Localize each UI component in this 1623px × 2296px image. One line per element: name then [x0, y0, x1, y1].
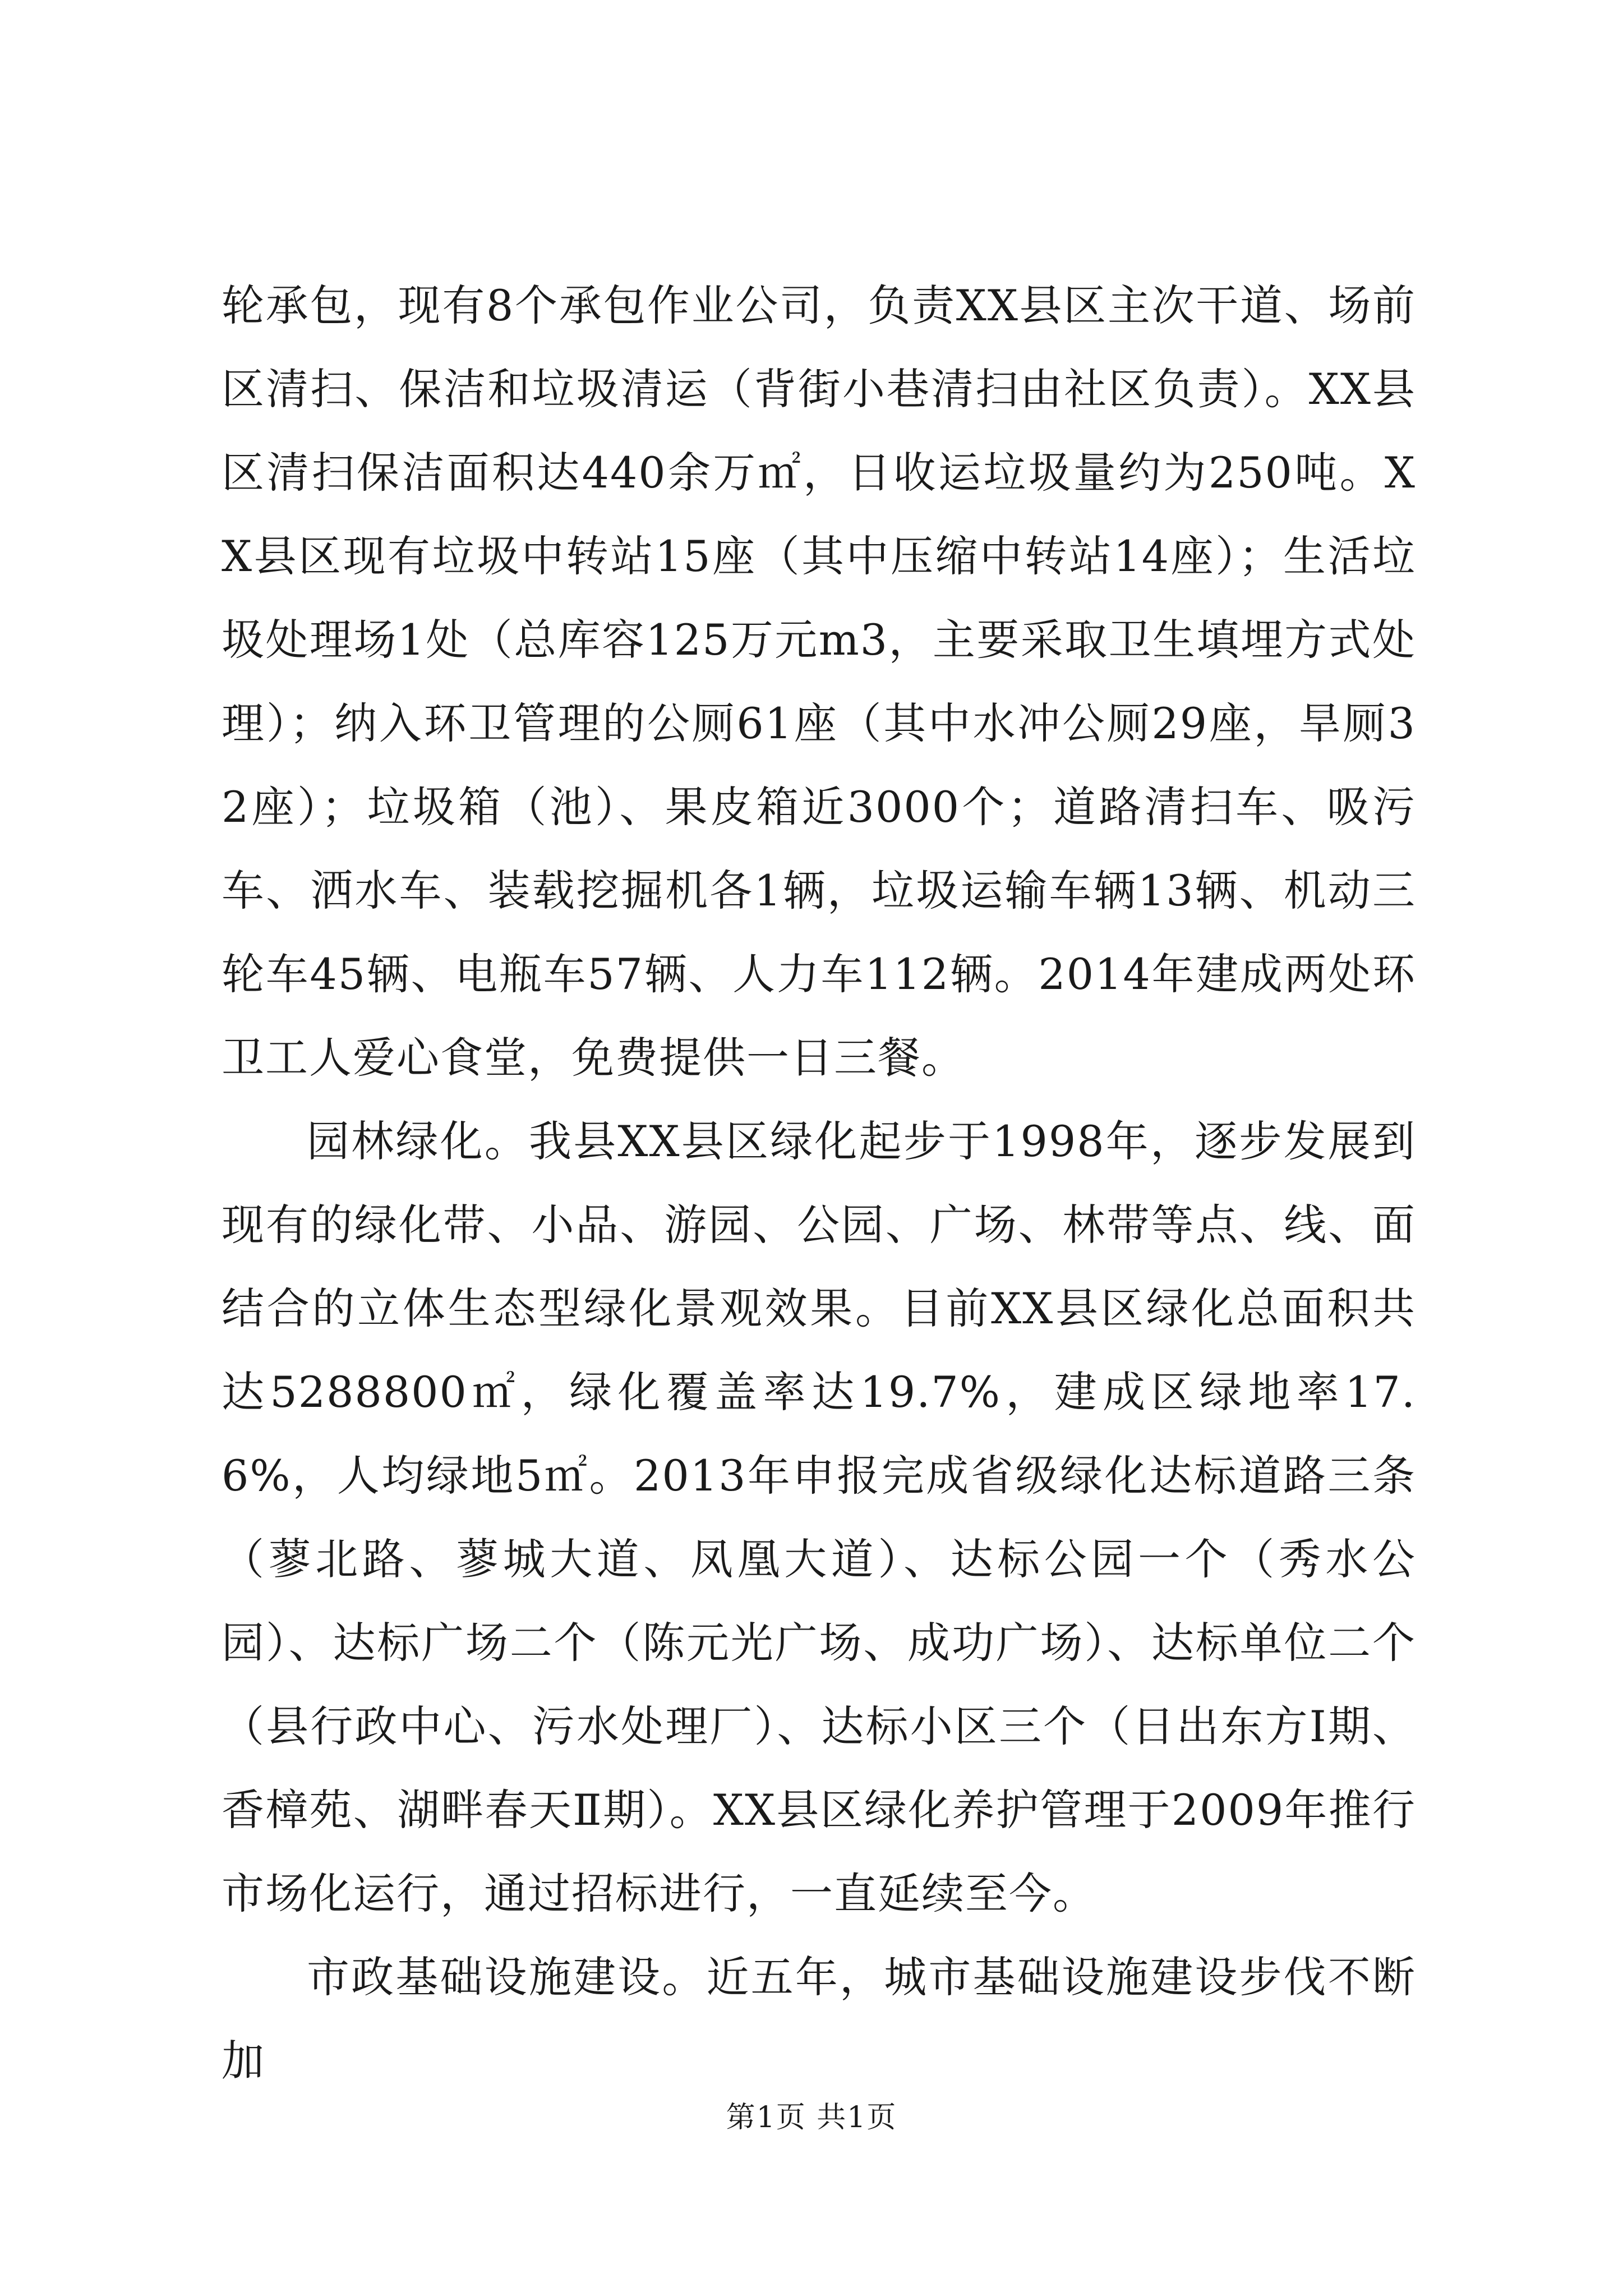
- paragraph-sanitation: 轮承包，现有8个承包作业公司，负责XX县区主次干道、场前区清扫、保洁和垃圾清运（背街小巷清扫由社区负责）。XX县区清扫保洁面积达440余万㎡，日收运垃圾量约为250吨。XX县区现有垃圾中转站15座（其中压缩中转站14座）；生活垃圾处理场1处（总库容125万元m3，主要采取卫生填埋方式处理）；纳入环卫管理的公厕61座（其中水冲公厕29座，旱厕32座）；垃圾箱（池）、果皮箱近3000个；道路清扫车、吸污车、洒水车、装载挖掘机各1辆，垃圾运输车辆13辆、机动三轮车45辆、电瓶车57辆、人力车112辆。2014年建成两处环卫工人爱心食堂，免费提供一日三餐。: [222, 280, 1416, 1083]
- page-number-footer: 第1页 共1页: [726, 2101, 897, 2134]
- paragraph-municipal-infrastructure: 市政基础设施建设。近五年，城市基础设施建设步伐不断加: [222, 1952, 1416, 2086]
- document-body: [222, 264, 1416, 2102]
- paragraph-landscaping: 园林绿化。我县XX县区绿化起步于1998年，逐步发展到现有的绿化带、小品、游园、公园、广场、林带等点、线、面结合的立体生态型绿化景观效果。目前XX县区绿化总面积共达5288800㎡，绿化覆盖率达19.7%，建成区绿地率17.6%，人均绿地5㎡。2013年申报完成省级绿化达标道路三条（蓼北路、蓼城大道、凤凰大道）、达标公园一个（秀水公园）、达标广场二个（陈元光广场、成功广场）、达标单位二个（县行政中心、污水处理厂）、达标小区三个（日出东方Ⅰ期、香樟苑、湖畔春天Ⅱ期）。XX县区绿化养护管理于2009年推行市场化运行，通过招标进行，一直延续至今。: [222, 1116, 1416, 1918]
